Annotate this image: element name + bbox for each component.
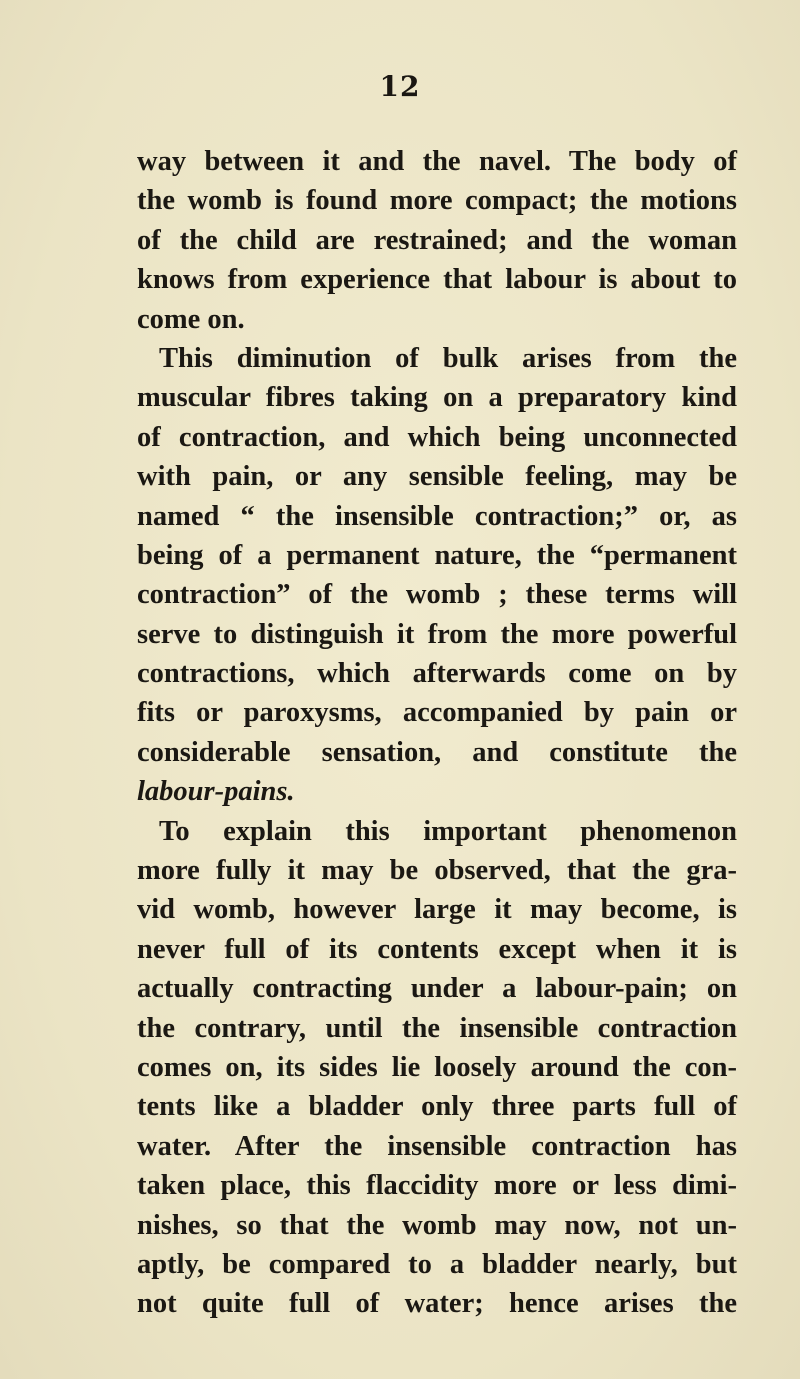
text-line: more fully it may be observed, that the gra- — [137, 855, 737, 887]
text-line: To explain this important phenomenon — [159, 815, 737, 847]
text-line: nishes, so that the womb may now, not un- — [137, 1209, 737, 1241]
text-line: of contraction, and which being unconnected — [137, 421, 737, 453]
text-line: vid womb, however large it may become, is — [137, 894, 737, 926]
text-line: contraction” of the womb ; these terms will — [137, 579, 737, 611]
text-line: comes on, its sides lie loosely around the con- — [137, 1051, 737, 1083]
body-text — [137, 142, 737, 1324]
text-line: fits or paroxysms, accompanied by pain or — [137, 697, 737, 729]
text-line: not quite full of water; hence arises the — [137, 1288, 737, 1320]
text-line: named “ the insensible contraction;” or, as — [137, 500, 737, 532]
text-line: taken place, this flaccidity more or less dimi- — [137, 1170, 737, 1202]
text-line: never full of its contents except when it is — [137, 933, 737, 965]
text-line: considerable sensation, and constitute the — [137, 736, 737, 768]
text-line: This diminution of bulk arises from the — [159, 342, 737, 374]
text-line: way between it and the navel. The body of — [137, 146, 737, 177]
text-line: the contrary, until the insensible contraction — [137, 1012, 737, 1044]
text-line: with pain, or any sensible feeling, may be — [137, 461, 737, 493]
text-line: water. After the insensible contraction has — [137, 1130, 737, 1162]
text-line: aptly, be compared to a bladder nearly, but — [137, 1248, 737, 1280]
text-line: actually contracting under a labour-pain; on — [137, 973, 737, 1005]
page-number: 12 — [379, 70, 421, 103]
text-line: contractions, which afterwards come on by — [137, 658, 737, 690]
text-line: serve to distinguish it from the more powerful — [137, 618, 737, 650]
text-line: the womb is found more compact; the motions — [137, 185, 737, 217]
text-line: being of a permanent nature, the “permanent — [137, 539, 737, 571]
text-line: muscular fibres taking on a preparatory kind — [137, 382, 737, 414]
text-line: of the child are restrained; and the woman — [137, 224, 737, 256]
text-line: come on. — [137, 303, 245, 335]
text-line: labour-pains. — [137, 776, 295, 808]
text-line: knows from experience that labour is about to — [137, 264, 737, 296]
text-line: tents like a bladder only three parts full of — [137, 1091, 737, 1123]
